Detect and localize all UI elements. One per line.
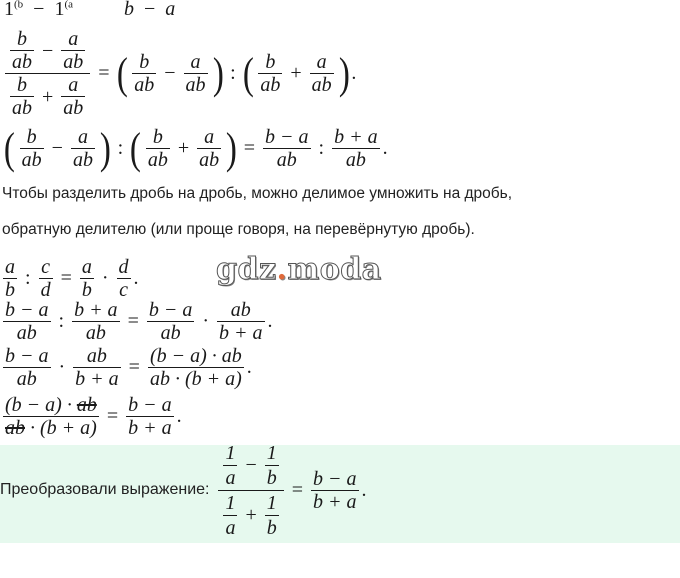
- watermark-logo: gdz.moda: [216, 252, 382, 287]
- result-label: Преобразовали выражение:: [0, 481, 210, 498]
- top-partial-expression: 1$^{(b}$ − 1$^{(a}$ b − a: [4, 0, 176, 20]
- equation-4: $\frac{b - a}{ab}$ · $\frac{ab}{b + a}$ = $\frac{(b - a) \cdot ab}{ab \cdot (b + a)}$ .: [5, 345, 252, 390]
- explanation-line-1: Чтобы разделить дробь на дробь, можно делимое умножить на дробь,: [2, 185, 513, 202]
- equation-2: ( $\frac{b}{ab}$ − $\frac{a}{ab}$ ) : ( $\frac{b}{ab}$ + $\frac{a}{ab}$ ) = $\frac{b - a}{ab}$ : $\frac{b + a}{ab}$ .: [3, 123, 388, 173]
- cancelled-term: ab: [76, 394, 97, 416]
- complex-fraction: $\frac{b}{ab}$ − $\frac{a}{ab}$ $\frac{b}{ab}$ + $\frac{a}{ab}$: [5, 28, 90, 119]
- equation-1: $\frac{b}{ab}$ − $\frac{a}{ab}$ $\frac{b}{ab}$ + $\frac{a}{ab}$ = ( $\frac{b}{ab}$ − $\frac{a}{ab}$ ) : ( $\frac{b}{ab}$ + $\frac{a}{ab}$ ) .: [2, 28, 356, 119]
- division-rule: $\frac{a}{b}$ : $\frac{c}{d}$ = $\frac{a}{b}$ · $\frac{d}{c}$ .: [5, 256, 139, 301]
- equation-5: $\frac{(b - a) \cdot ab}{ab \cdot (b + a)}$ = $\frac{b - a}{b + a}$ .: [5, 394, 182, 439]
- result-row: Преобразовали выражение: $\frac{1}{a}$ − $\frac{1}{b}$ $\frac{1}{a}$ + $\frac{1}{b}$ = $\frac{b - a}{b + a}$ .: [0, 441, 367, 539]
- cancelled-term: ab: [5, 417, 25, 439]
- equation-3: $\frac{b - a}{ab}$ : $\frac{b + a}{ab}$ = $\frac{b - a}{ab}$ · $\frac{ab}{b + a}$ .: [5, 299, 273, 344]
- explanation-line-2: обратную делителю (или проще говоря, на перевёрнутую дробь).: [2, 221, 475, 238]
